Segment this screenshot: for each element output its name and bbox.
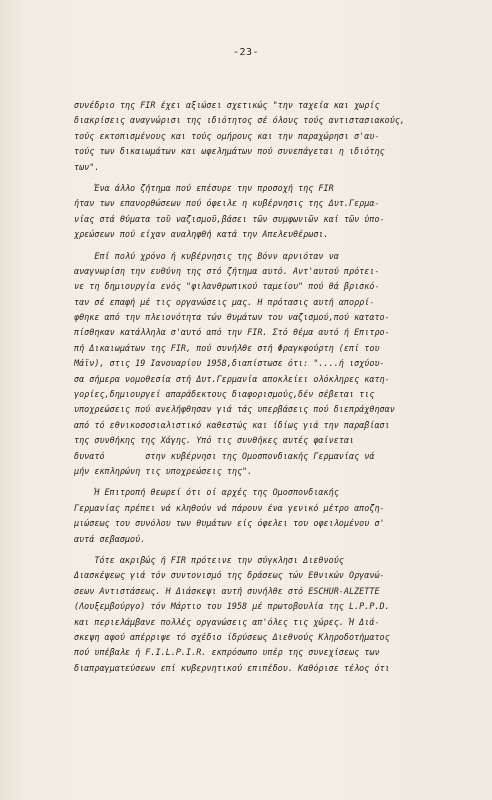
text-line: διαπραγματεύσεων επί κυβερνητικού επιπέδου. Καθόρισε τέλος ότι xyxy=(74,662,390,673)
text-line: σα σήμερα νομοθεσία στή Δυτ.Γερμανία αποκλείει ολόκληρες κατη- xyxy=(74,373,390,384)
text-line: Ένα άλλο ζήτημα πού επέσυρε την προσοχή της FIR xyxy=(74,182,334,193)
text-line: πού υπέβαλε ή F.I.L.P.I.R. εκπρόσωπο υπέρ της συνεχίσεως των xyxy=(74,647,380,658)
text-line: μιώσεως του συνόλου των θυμάτων είς όφελει του οφειλομένου σ' xyxy=(74,518,385,529)
text-line: δυνατό στην κυβέρνησι της Ομοσπονδιακής Γερμανίας νά xyxy=(74,450,375,461)
text-line: υποχρεώσεις πού ανελήφθησαν γιά τάς υπερβάσεις πού διεπράχθησαν xyxy=(74,404,395,415)
text-line: Γερμανίας πρέπει νά κληθούν νά πάρουν ένα γενικό μέτρο αποζη- xyxy=(74,502,385,513)
text-line: Επί πολύ χρόνο ή κυβέρνησις της Βόνν αρνιόταν να xyxy=(74,250,339,261)
text-line: αυτά σεβασμού. xyxy=(74,533,146,544)
text-line: σκεψη αφού απέρριψε τό σχέδιο ίδρύσεως Διεθνούς Κληροδοτήματος xyxy=(74,631,390,642)
text-line: ήταν των επανορθώσεων πού όφειλε η κυβέρνησις της Δυτ.Γερμα- xyxy=(74,198,380,209)
text-line: των". xyxy=(74,161,100,172)
text-line: διακρίσεις αναγνώρισι της ιδιότητος σέ όλους τούς αντιστασιακούς, xyxy=(74,115,405,126)
text-line: νίας στά θύματα τοῦ ναζισμοῦ,βάσει τῶν συμφωνιῶν καί τῶν ὑπο- xyxy=(74,213,385,224)
text-line: Τότε ακριβώς ή FIR πρότεινε την σύγκλησι Διεθνούς xyxy=(74,554,344,565)
text-line: πίσθηκαν κατάλληλα σ'αυτό από την FIR. Στό θέμα αυτό ή Επιτρο- xyxy=(74,327,390,338)
paragraph-5 xyxy=(74,553,476,676)
text-line: αναγνωρίση την ευθύνη της στό ζήτημα αυτό. Αντ'αυτού πρότει- xyxy=(74,265,380,276)
text-line: Μάϊν), στις 19 Ιανουαρίου 1958,διαπίστωσε ότι: "....ή ισχύου- xyxy=(74,358,385,369)
text-line: γορίες,δημιουργεί απαράδεκτους διαφορισμούς,δέν σέβεται τις xyxy=(74,389,375,400)
text-line: πή Δικαιωμάτων της FIR, πού συνήλθε στή Φραγκφούρτη (επί του xyxy=(74,342,380,353)
page-number: -23- xyxy=(232,47,260,58)
paragraph-3 xyxy=(74,249,476,480)
text-line: χρεώσεων πού είχαν αναληφθή κατά την Απελευθέρωσι. xyxy=(74,229,329,240)
text-line: της συνθήκης της Χάγης. Υπό τις συνθήκες αυτές φαίνεται xyxy=(74,435,355,446)
paragraph-4 xyxy=(74,485,476,547)
text-line: φθηκε από την πλειονότητα τών θυμάτων του ναζισμού,πού κατατο- xyxy=(74,312,390,323)
text-line: Διασκέψεως γιά τόν συντονισμό της δράσεως τών Εθνικών Οργανώ- xyxy=(74,570,385,581)
text-line: συνέδριο της FIR έχει αξιώσει σχετικώς "την ταχεία και χωρίς xyxy=(74,100,380,110)
text-line: (Λουξεμβούργο) τόν Μάρτιο του 1958 μέ πρωτοβουλία της L.P.P.D. xyxy=(74,601,390,612)
text-line: μήν εκπληρώνη τις υποχρεώσεις της". xyxy=(74,465,253,476)
paragraph-2 xyxy=(74,181,476,243)
text-line: από τό εθνικοσοσιαλιστικό καθεστώς και ίδίως γιά την παραβίασι xyxy=(74,419,390,430)
text-line: τούς των δικαιωμάτων και ωφελημάτων πού συνεπάγεται η ιδιότης xyxy=(74,146,385,157)
text-line: νε τη δημιουργία ενός "φιλανθρωπικού ταμείου" πού θά βρισκό- xyxy=(74,281,380,292)
text-line: και περιελάμβανε πολλές οργανώσεις απ'όλες τις χώρες. Ή Διά- xyxy=(74,616,380,627)
paragraph-1 xyxy=(74,98,476,175)
text-line: Ή Επιτροπή θεωρεί ότι οί αρχές της Ομοσπονδιακής xyxy=(74,487,339,498)
text-line: ταν σέ επαφή μέ τις οργανώσεις μας. Η πρότασις αυτή απορρί- xyxy=(74,296,375,307)
text-line: σεων Αντιστάσεως. Η Διάσκεψι αυτή συνήλθε στό ESCHUR-ALZETTE xyxy=(74,585,380,596)
text-line: τούς εκτοπισμένους και τούς ομήρους και την παραχώρησι σ'αυ- xyxy=(74,130,380,141)
body-text xyxy=(74,98,476,676)
